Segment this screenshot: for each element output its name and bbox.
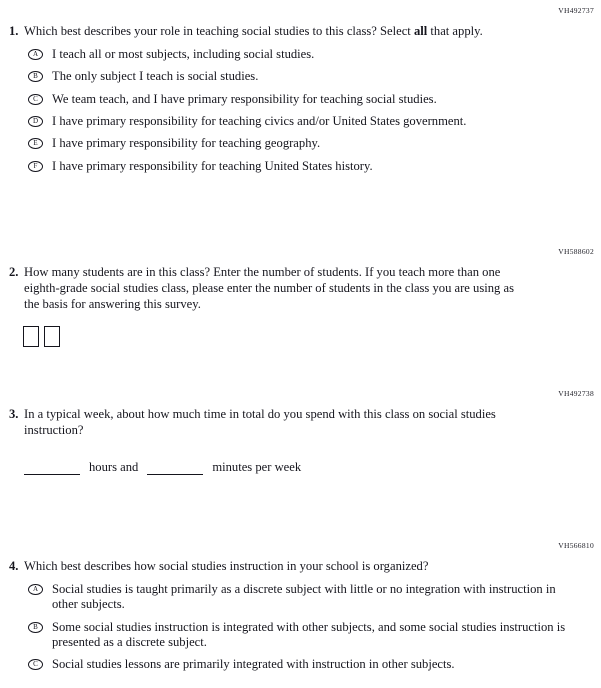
question-3-text: In a typical week, about how much time in total do you spend with this class on social studies instruction?	[24, 407, 496, 437]
option-label: I have primary responsibility for teaching civics and/or United States government.	[52, 114, 467, 129]
hours-blank-field[interactable]	[24, 461, 80, 475]
answer-oval-icon[interactable]: B	[28, 622, 43, 633]
answer-oval-icon[interactable]: B	[28, 71, 43, 82]
student-count-digit-box-2[interactable]	[44, 326, 60, 347]
q1-option-e[interactable]	[0, 136, 601, 151]
question-1-text-after: that apply.	[427, 24, 483, 38]
question-4-number: 4.	[9, 559, 19, 573]
question-1-text-bold: all	[413, 24, 428, 38]
option-label: I have primary responsibility for teaching geography.	[52, 136, 321, 151]
option-label: The only subject I teach is social studies.	[52, 69, 259, 84]
question-4-text: Which best describes how social studies instruction in your school is organized?	[24, 559, 429, 573]
question-3-accession-code: VH492738	[558, 389, 594, 398]
q4-option-c[interactable]	[0, 657, 601, 672]
question-1-number: 1.	[9, 24, 19, 38]
question-3-prompt	[0, 407, 601, 439]
question-1-options	[0, 47, 601, 174]
question-3	[0, 389, 601, 475]
question-4-options	[0, 582, 601, 673]
q4-option-b[interactable]	[0, 620, 601, 651]
question-4-prompt	[0, 559, 601, 575]
q1-option-d[interactable]	[0, 114, 601, 129]
q1-option-b[interactable]	[0, 69, 601, 84]
question-4-accession-code: VH566810	[558, 541, 594, 550]
answer-oval-icon[interactable]: C	[28, 94, 43, 105]
question-1-text-before: Which best describes your role in teaching social studies to this class? Select	[24, 24, 414, 38]
answer-oval-icon[interactable]: C	[28, 659, 43, 670]
question-2	[0, 247, 601, 347]
question-1-accession-code: VH492737	[558, 6, 594, 15]
student-count-entry	[0, 326, 601, 347]
option-label: Social studies is taught primarily as a discrete subject with little or no integration with instruction in other subjects.	[52, 581, 556, 612]
option-label: Social studies lessons are primarily integrated with instruction in other subjects.	[52, 657, 455, 672]
question-2-accession-code: VH588602	[558, 247, 594, 256]
answer-oval-icon[interactable]: D	[28, 116, 43, 127]
q4-option-a[interactable]	[0, 582, 601, 613]
answer-oval-icon[interactable]: A	[28, 49, 43, 60]
question-1	[0, 6, 601, 174]
answer-oval-icon[interactable]: F	[28, 161, 43, 172]
question-4	[0, 541, 601, 673]
q1-option-a[interactable]	[0, 47, 601, 62]
question-1-prompt	[0, 24, 601, 40]
time-entry-row	[0, 461, 601, 475]
q1-option-c[interactable]	[0, 92, 601, 107]
minutes-label: minutes per week	[212, 460, 302, 475]
question-1-text	[24, 24, 483, 40]
question-2-prompt	[0, 265, 601, 313]
q1-option-f[interactable]	[0, 159, 601, 174]
student-count-digit-box-1[interactable]	[23, 326, 39, 347]
question-3-number: 3.	[9, 407, 19, 421]
minutes-blank-field[interactable]	[147, 461, 203, 475]
option-label: I teach all or most subjects, including social studies.	[52, 46, 315, 61]
question-2-number: 2.	[9, 265, 19, 279]
option-label: We team teach, and I have primary responsibility for teaching social studies.	[52, 91, 437, 106]
option-label: Some social studies instruction is integrated with other subjects, and some social studies instruction is presented as a discrete subject.	[52, 619, 566, 650]
question-2-text: How many students are in this class? Enter the number of students. If you teach more than one eighth-grade social studies class, please enter the number of students in the class you are using as the basis for answering this survey.	[24, 265, 514, 311]
option-label: I have primary responsibility for teaching United States history.	[52, 158, 373, 173]
answer-oval-icon[interactable]: A	[28, 584, 43, 595]
answer-oval-icon[interactable]: E	[28, 138, 43, 149]
hours-label: hours and	[89, 460, 139, 475]
